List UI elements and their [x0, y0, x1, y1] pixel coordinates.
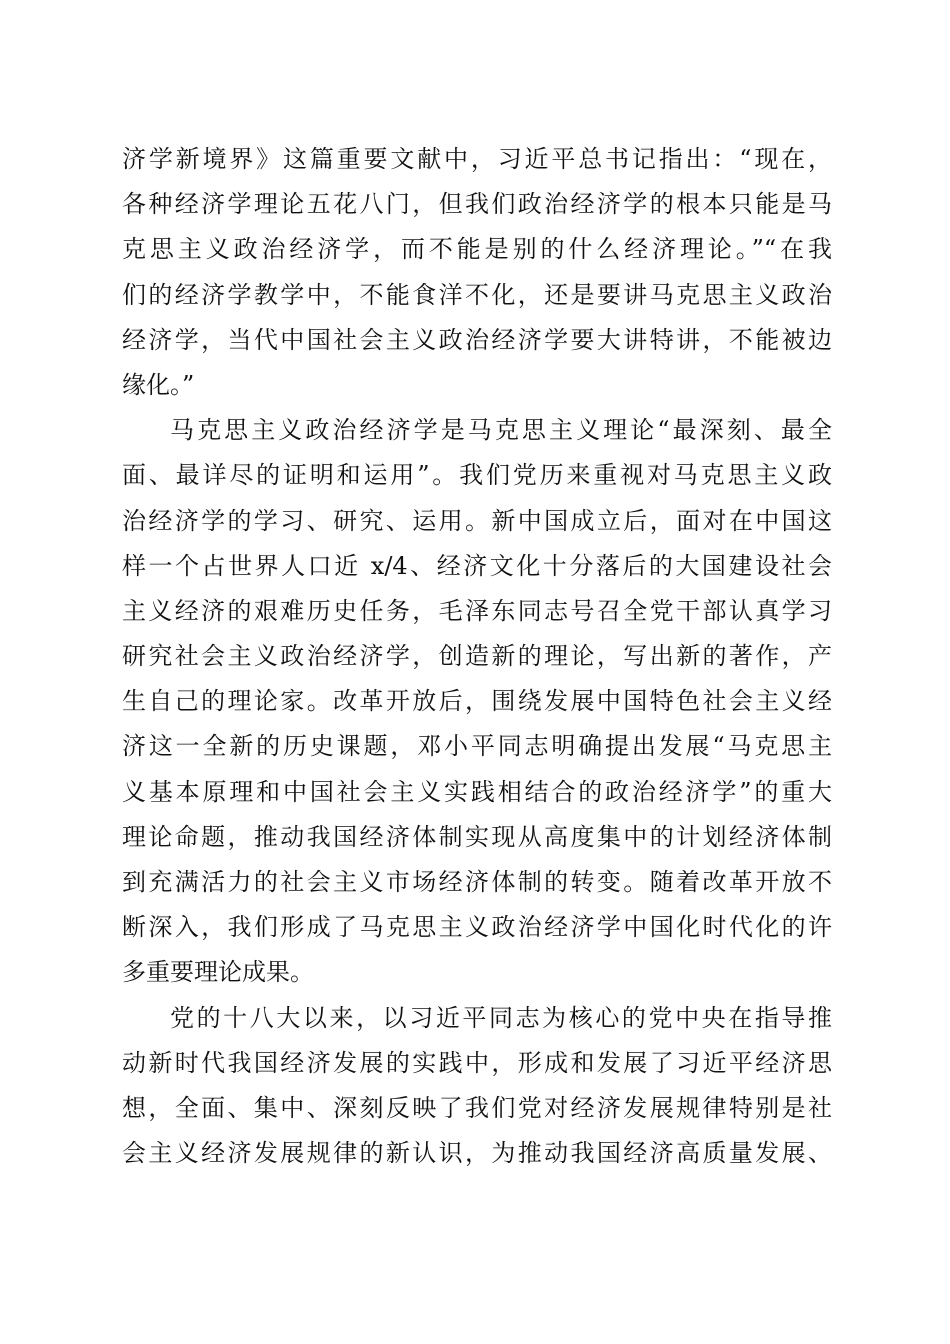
text-line: 研究社会主义政治经济学，创造新的理论，写出新的著作，产	[122, 642, 832, 671]
text-line: 治经济学的学习、研究、运用。新中国成立后，面对在中国这	[122, 506, 832, 535]
text-line: 想，全面、集中、深刻反映了我们党对经济发展规律特别是社	[122, 1093, 832, 1122]
text-line: 动新时代我国经济发展的实践中，形成和发展了习近平经济思	[122, 1048, 832, 1077]
text-line: 缘化。”	[122, 370, 195, 399]
text-line: 马克思主义政治经济学是马克思主义理论“最深刻、最全	[170, 416, 832, 445]
text-line: 面、最详尽的证明和运用”。我们党历来重视对马克思主义政	[122, 461, 832, 490]
paragraph-3	[122, 996, 832, 1177]
text-line: 济学新境界》这篇重要文献中，习近平总书记指出：“现在，	[122, 145, 832, 173]
article-body	[122, 137, 832, 1176]
text-line: 党的十八大以来，以习近平同志为核心的党中央在指导推	[170, 1003, 832, 1032]
text-line: 义基本原理和中国社会主义实践相结合的政治经济学”的重大	[122, 777, 832, 806]
text-line: 会主义经济发展规律的新认识，为推动我国经济高质量发展、	[122, 1139, 832, 1168]
text-line: 各种经济学理论五花八门，但我们政治经济学的根本只能是马	[122, 190, 832, 219]
text-line: 生自己的理论家。改革开放后，围绕发展中国特色社会主义经	[122, 687, 832, 716]
text-line: 经济学，当代中国社会主义政治经济学要大讲特讲，不能被边	[122, 325, 832, 354]
paragraph-1	[122, 137, 832, 408]
text-line: 样一个占世界人口近 x/4、经济文化十分落后的大国建设社会	[122, 551, 832, 580]
text-line: 理论命题，推动我国经济体制实现从高度集中的计划经济体制	[122, 822, 832, 851]
text-line: 济这一全新的历史课题，邓小平同志明确提出发展“马克思主	[122, 732, 832, 761]
text-line: 克思主义政治经济学，而不能是别的什么经济理论。”“在我	[122, 235, 832, 264]
text-line: 断深入，我们形成了马克思主义政治经济学中国化时代化的许	[122, 913, 832, 942]
text-line: 多重要理论成果。	[122, 958, 314, 987]
text-line: 们的经济学教学中，不能食洋不化，还是要讲马克思主义政治	[122, 280, 832, 309]
text-line: 到充满活力的社会主义市场经济体制的转变。随着改革开放不	[122, 868, 832, 896]
text-line: 主义经济的艰难历史任务，毛泽东同志号召全党干部认真学习	[122, 596, 832, 625]
paragraph-2	[122, 408, 832, 995]
